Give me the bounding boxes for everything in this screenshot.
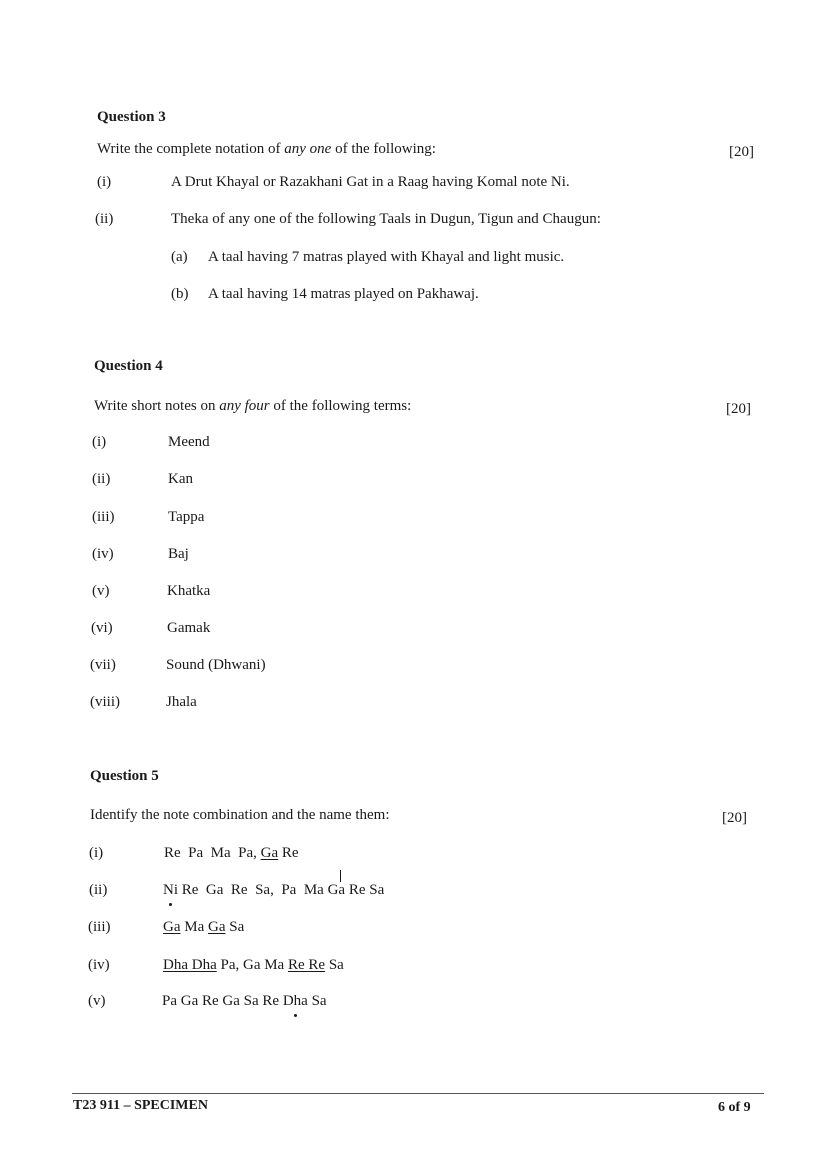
q3-item-2-text: Theka of any one of the following Taals in Dugun, Tigun and Chaugun:: [171, 211, 601, 227]
q4-item-text: Khatka: [167, 583, 211, 599]
q4-item-num: (viii): [90, 694, 120, 710]
q4-item-text: Sound (Dhwani): [166, 657, 266, 673]
q4-instruction: Write short notes on any four of the following terms:: [94, 398, 412, 414]
q5-instruction: Identify the note combination and the name them:: [90, 807, 390, 823]
q5-item-num: (iii): [88, 919, 111, 935]
q5-heading: Question 5: [90, 768, 159, 784]
footer-paper-code: T23 911 – SPECIMEN: [73, 1098, 208, 1113]
q3-instruction: Write the complete notation of any one of the following:: [97, 141, 436, 157]
q3-item-1-num: (i): [97, 174, 112, 190]
q3-heading: Question 3: [97, 109, 166, 125]
q4-item-text: Tappa: [168, 509, 205, 525]
q4-item-num: (vi): [91, 620, 113, 636]
q4-heading: Question 4: [94, 358, 163, 374]
q4-item-text: Jhala: [166, 694, 197, 710]
q5-item-num: (iv): [88, 957, 110, 973]
q3-item-2-num: (ii): [95, 211, 114, 227]
q3-subitem-b-num: (b): [171, 286, 189, 302]
q3-subitem-a-text: A taal having 7 matras played with Khayal and light music.: [208, 249, 565, 265]
q5-item-num: (i): [89, 845, 104, 861]
q5-item-notes: Ga Ma Ga Sa: [163, 919, 245, 935]
q5-item-notes: Re Pa Ma Pa, Ga Re: [164, 845, 299, 861]
q3-item-1-text: A Drut Khayal or Razakhani Gat in a Raag having Komal note Ni.: [171, 174, 570, 190]
q5-item-notes: Pa Ga Re Ga Sa Re Dha Sa: [162, 993, 327, 1009]
footer-divider: [72, 1093, 764, 1094]
q3-marks: [20]: [729, 144, 754, 160]
q3-subitem-a-num: (a): [171, 249, 188, 265]
q5-marks: [20]: [722, 810, 747, 826]
q4-item-text: Gamak: [167, 620, 211, 636]
q4-marks: [20]: [726, 401, 751, 417]
q4-item-num: (iii): [92, 509, 115, 525]
q4-item-num: (v): [92, 583, 110, 599]
q4-item-num: (i): [92, 434, 107, 450]
q5-item-num: (ii): [89, 882, 108, 898]
q4-item-text: Kan: [168, 471, 193, 487]
q5-item-notes: Dha Dha Pa, Ga Ma Re Re Sa: [163, 957, 344, 973]
q4-item-text: Baj: [168, 546, 189, 562]
q4-item-num: (vii): [90, 657, 116, 673]
q3-subitem-b-text: A taal having 14 matras played on Pakhawaj.: [208, 286, 479, 302]
footer-page-number: 6 of 9: [718, 1100, 751, 1115]
q4-item-num: (iv): [92, 546, 114, 562]
q5-item-notes: Ni Re Ga Re Sa, Pa Ma Ga Re Sa: [163, 882, 385, 898]
q4-item-text: Meend: [168, 434, 210, 450]
q4-item-num: (ii): [92, 471, 111, 487]
q5-item-num: (v): [88, 993, 106, 1009]
